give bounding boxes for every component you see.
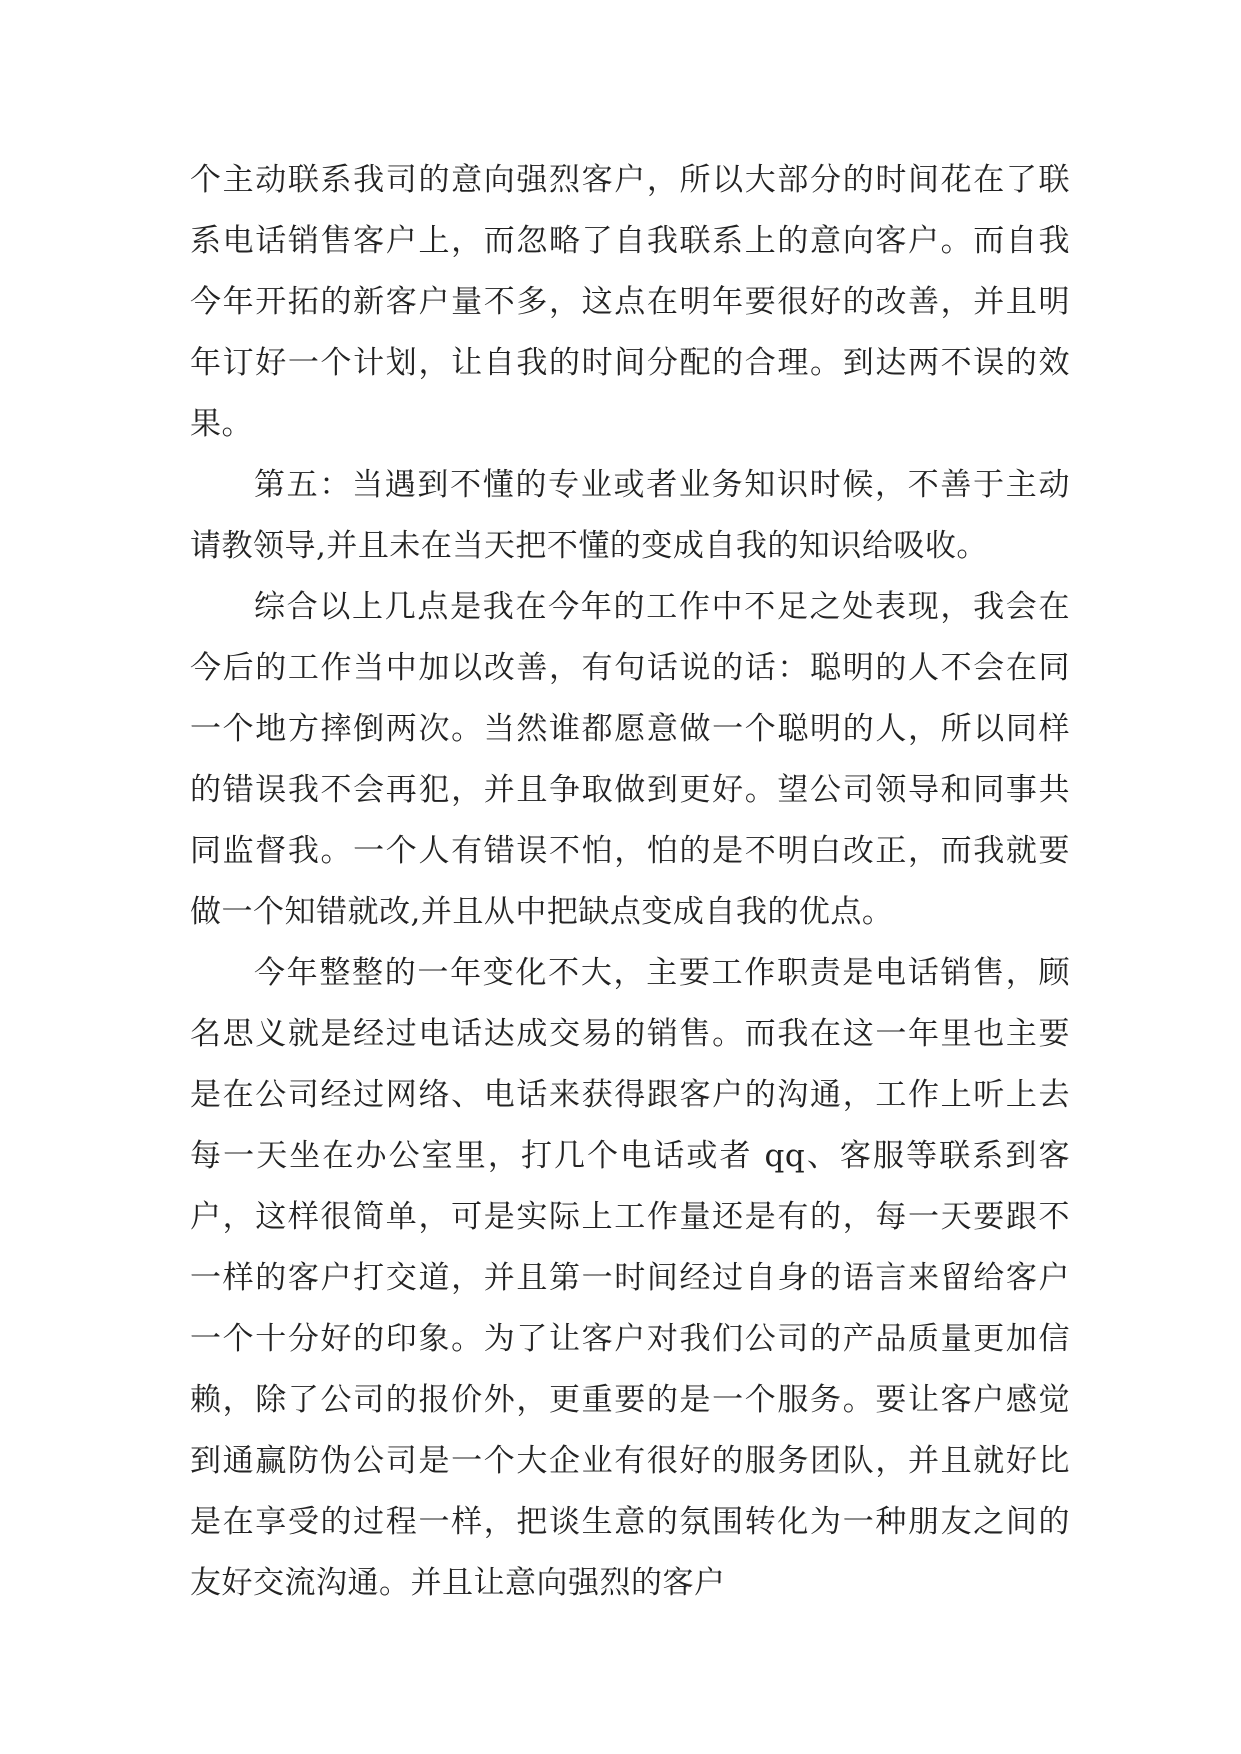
paragraph-continuation: 个主动联系我司的意向强烈客户，所以大部分的时间花在了联系电话销售客户上，而忽略了自我联系上的意向客户。而自我今年开拓的新客户量不多，这点在明年要很好的改善，并且明年订好一个计划，让自我的时间分配的合理。到达两不误的效果。 xyxy=(190,162,1070,442)
paragraph-year-review: 今年整整的一年变化不大，主要工作职责是电话销售，顾名思义就是经过电话达成交易的销售。而我在这一年里也主要是在公司经过网络、电话来获得跟客户的沟通，工作上听上去每一天坐在办公室里，打几个电话或者 qq、客服等联系到客户，这样很简单，可是实际上工作量还是有的，每一天要跟不一样的客户打交道，并且第一时间经过自身的语言来留给客户一个十分好的印象。为了让客户对我们公司的产品质量更加信赖，除了公司的报价外，更重要的是一个服务。要让客户感觉到通赢防伪公司是一个大企业有很好的服务团队，并且就好比是在享受的过程一样，把谈生意的氛围转化为一种朋友之间的友好交流沟通。并且让意向强烈的客户 xyxy=(190,955,1070,1601)
paragraph-point-five: 第五：当遇到不懂的专业或者业务知识时候，不善于主动请教领导,并且未在当天把不懂的变成自我的知识给吸收。 xyxy=(190,467,1070,564)
paragraph-summary: 综合以上几点是我在今年的工作中不足之处表现，我会在今后的工作当中加以改善，有句话说的话：聪明的人不会在同一个地方摔倒两次。当然谁都愿意做一个聪明的人，所以同样的错误我不会再犯，并且争取做到更好。望公司领导和同事共同监督我。一个人有错误不怕，怕的是不明白改正，而我就要做一个知错就改,并且从中把缺点变成自我的优点。 xyxy=(190,589,1070,930)
document-body xyxy=(190,150,1070,1614)
